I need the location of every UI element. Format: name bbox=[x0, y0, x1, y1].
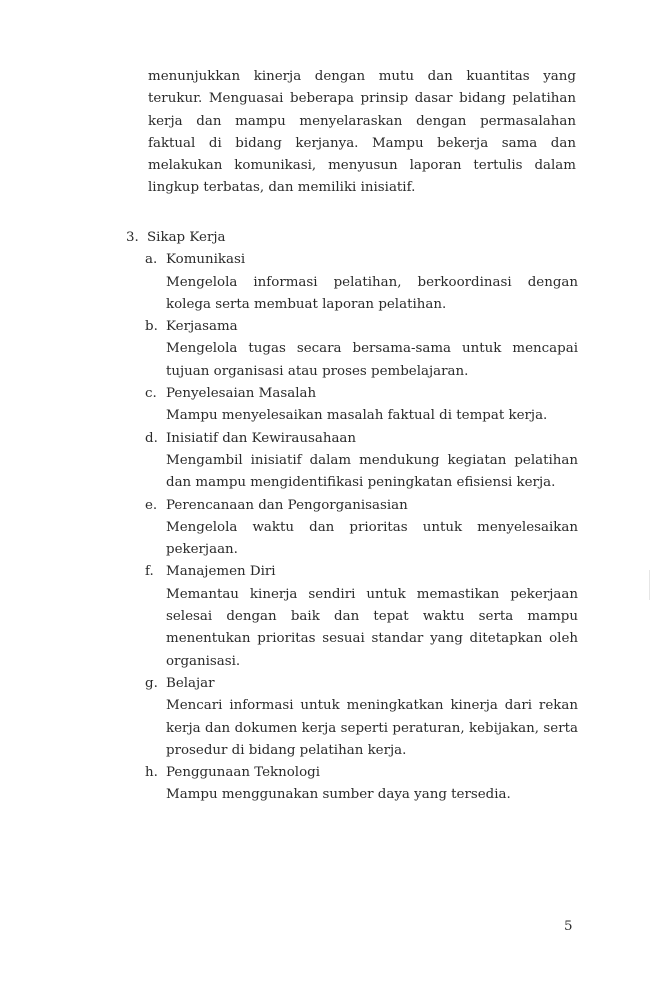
item-description: Mengelola waktu dan prioritas untuk menyelesaikan pekerjaan. bbox=[166, 519, 578, 558]
item-description: Mampu menggunakan sumber daya yang tersedia. bbox=[166, 787, 511, 803]
intro-paragraph bbox=[148, 66, 576, 200]
item-heading bbox=[145, 561, 578, 583]
item-letter: h. bbox=[145, 765, 158, 781]
item-description: Mengambil inisiatif dalam mendukung kegiatan pelatihan dan mampu mengidentifikasi peningkatan efisiensi kerja. bbox=[166, 452, 578, 491]
item-letter: b. bbox=[145, 319, 158, 335]
item-description: Mengelola informasi pelatihan, berkoordinasi dengan kolega serta membuat laporan pelatihan. bbox=[166, 274, 578, 312]
item-heading bbox=[145, 249, 578, 271]
item-heading bbox=[145, 428, 578, 450]
page-number: 5 bbox=[564, 919, 573, 934]
item-title: Penyelesaian Masalah bbox=[166, 386, 317, 402]
item-letter: e. bbox=[145, 497, 158, 513]
intro-text: menunjukkan kinerja dengan mutu dan kuantitas yang terukur. Menguasai beberapa prinsip dasar bidang pelatihan kerja dan mampu menyelaraskan dengan permasalahan faktual di bidang kerjanya. Mampu bekerja sama dan melakukan komunikasi, menyusun laporan tertulis dalam lingkup terbatas, dan memiliki inisiatif. bbox=[148, 69, 576, 196]
section-items bbox=[145, 249, 578, 806]
item-title: Inisiatif dan Kewirausahaan bbox=[166, 430, 357, 446]
section-heading bbox=[126, 227, 578, 249]
list-item bbox=[145, 249, 578, 316]
item-letter: d. bbox=[145, 430, 158, 446]
item-description: Mengelola tugas secara bersama-sama untuk mencapai tujuan organisasi atau proses pembelajaran. bbox=[166, 341, 578, 379]
list-item bbox=[145, 316, 578, 383]
list-item bbox=[145, 762, 578, 807]
section-number: 3. bbox=[126, 230, 139, 245]
item-letter: a. bbox=[145, 252, 158, 268]
list-item bbox=[145, 383, 578, 428]
item-letter: c. bbox=[145, 386, 157, 402]
item-heading bbox=[145, 762, 578, 784]
scan-artifact bbox=[649, 570, 650, 600]
item-letter: f. bbox=[145, 564, 154, 580]
list-item bbox=[145, 428, 578, 495]
item-title: Kerjasama bbox=[166, 319, 238, 335]
section-sikap-kerja bbox=[126, 227, 578, 807]
item-title: Perencanaan dan Pengorganisasian bbox=[166, 497, 408, 513]
item-title: Komunikasi bbox=[166, 252, 246, 268]
item-letter: g. bbox=[145, 675, 158, 691]
list-item bbox=[145, 673, 578, 762]
item-description: Mampu menyelesaikan masalah faktual di tempat kerja. bbox=[166, 408, 548, 424]
item-heading bbox=[145, 495, 578, 517]
list-item bbox=[145, 561, 578, 672]
list-item bbox=[145, 495, 578, 562]
item-title: Manajemen Diri bbox=[166, 564, 276, 580]
section-title: Sikap Kerja bbox=[147, 230, 226, 245]
item-heading bbox=[145, 383, 578, 405]
item-title: Penggunaan Teknologi bbox=[166, 765, 321, 781]
item-description: Memantau kinerja sendiri untuk memastikan pekerjaan selesai dengan baik dan tepat waktu serta mampu menentukan prioritas sesuai standar yang ditetapkan oleh organisasi. bbox=[166, 586, 578, 669]
item-description: Mencari informasi untuk meningkatkan kinerja dari rekan kerja dan dokumen kerja seperti peraturan, kebijakan, serta prosedur di bidang pelatihan kerja. bbox=[166, 698, 578, 758]
item-heading bbox=[145, 316, 578, 338]
item-title: Belajar bbox=[166, 675, 215, 691]
item-heading bbox=[145, 673, 578, 695]
